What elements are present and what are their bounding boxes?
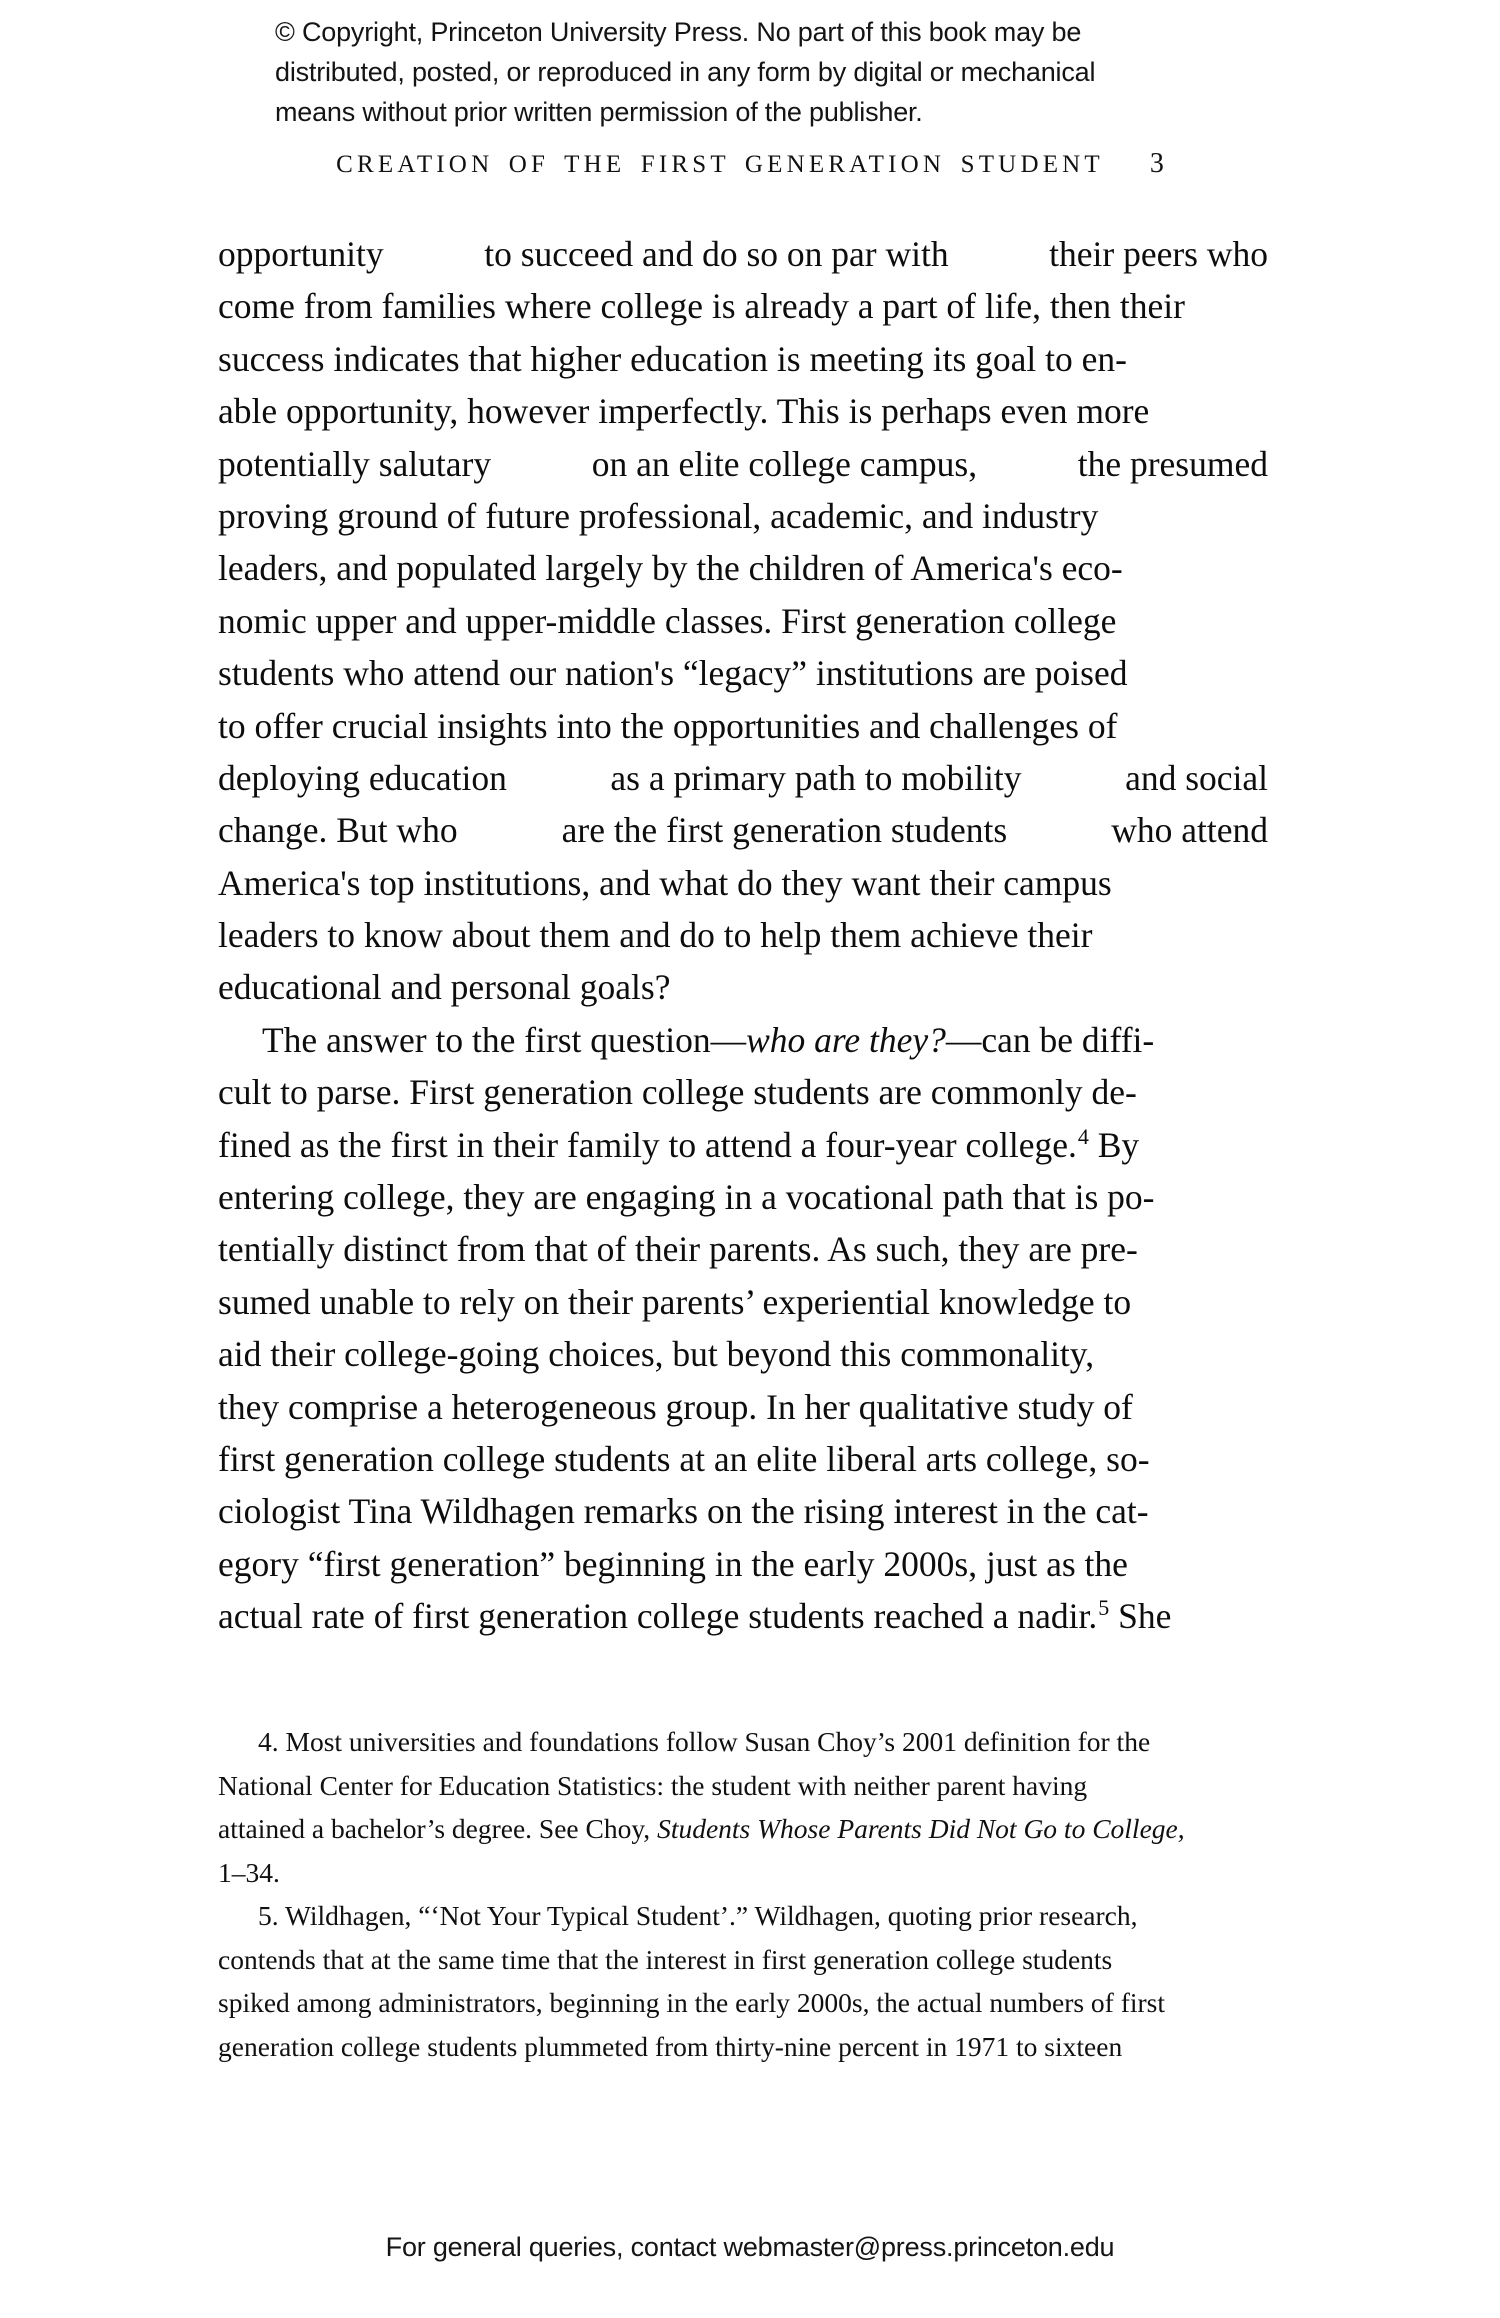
text-run-italic: who are they? xyxy=(746,1019,946,1060)
footnote-line: generation college students plummeted from thirty-nine percent in 1971 to sixteen xyxy=(218,2030,1123,2062)
text-line: come from families where college is already a part of life, then their xyxy=(218,286,1185,327)
footnote-reference-4[interactable]: 4 xyxy=(1077,1123,1089,1149)
text-line: ciologist Tina Wildhagen remarks on the rising interest in the cat- xyxy=(218,1491,1149,1532)
text-line: potentially salutary on an elite college campus, the presumed xyxy=(218,443,1268,484)
text-run: She xyxy=(1109,1596,1172,1637)
footnote-reference-5[interactable]: 5 xyxy=(1098,1595,1110,1621)
text-line xyxy=(218,1014,1268,1066)
paragraph-2 xyxy=(218,1014,1268,1643)
text-line: nomic upper and upper-middle classes. First generation college xyxy=(218,600,1117,641)
text-line: America's top institutions, and what do they want their campus xyxy=(218,862,1112,903)
footnote-line: contends that at the same time that the interest in first generation college students xyxy=(218,1943,1113,1975)
text-line: able opportunity, however imperfectly. This is perhaps even more xyxy=(218,391,1150,432)
running-head-title: CREATION OF THE FIRST GENERATION STUDENT xyxy=(336,151,1104,178)
footnotes-section xyxy=(218,1720,1268,2068)
text-run: —can be diffi- xyxy=(945,1019,1155,1060)
copyright-line-1: © Copyright, Princeton University Press. No part of this book may be xyxy=(275,17,1082,47)
text-line: to offer crucial insights into the opportunities and challenges of xyxy=(218,705,1118,746)
text-line: educational and personal goals? xyxy=(218,967,671,1008)
footnote-5 xyxy=(218,1894,1268,2068)
text-line: sumed unable to rely on their parents’ experiential knowledge to xyxy=(218,1281,1132,1322)
page-number: 3 xyxy=(1149,148,1164,179)
footnote-line: 4. Most universities and foundations follow Susan Choy’s 2001 definition for the xyxy=(258,1726,1151,1757)
text-line: they comprise a heterogeneous group. In her qualitative study of xyxy=(218,1386,1133,1427)
footer-query-line: For general queries, contact webmaster@press.princeton.edu xyxy=(385,2232,1115,2262)
text-line: cult to parse. First generation college students are commonly de- xyxy=(218,1072,1137,1113)
footnote-line: 5. Wildhagen, “‘Not Your Typical Student’.” Wildhagen, quoting prior research, xyxy=(258,1900,1138,1931)
text-line: deploying education as a primary path to mobility and social xyxy=(218,757,1268,798)
running-head xyxy=(0,148,1500,180)
text-line: tentially distinct from that of their parents. As such, they are pre- xyxy=(218,1229,1138,1270)
text-run: actual rate of first generation college students reached a nadir. xyxy=(218,1596,1098,1637)
footnote-line: 1–34. xyxy=(218,1856,280,1888)
footnote-line: spiked among administrators, beginning in the early 2000s, the actual numbers of first xyxy=(218,1987,1166,2018)
text-line: leaders, and populated largely by the children of America's eco- xyxy=(218,548,1123,589)
text-line xyxy=(218,1119,1268,1171)
text-line: first generation college students at an elite liberal arts college, so- xyxy=(218,1438,1150,1479)
text-line: opportunity to succeed and do so on par with their peers who xyxy=(218,234,1268,274)
copyright-line-2: distributed, posted, or reproduced in any form by digital or mechanical xyxy=(275,57,1096,87)
text-run: The answer to the first question— xyxy=(262,1019,747,1060)
text-line: students who attend our nation's “legacy” institutions are poised xyxy=(218,653,1128,694)
footnote-line xyxy=(218,1807,1268,1851)
text-line xyxy=(218,1590,1268,1642)
text-line: proving ground of future professional, academic, and industry xyxy=(218,495,1099,536)
text-line: success indicates that higher education is meeting its goal to en- xyxy=(218,338,1127,379)
footnote-4 xyxy=(218,1720,1268,1894)
text-run: fined as the first in their family to attend a four-year college. xyxy=(218,1124,1077,1165)
text-line: leaders to know about them and do to help them achieve their xyxy=(218,915,1093,956)
copyright-notice xyxy=(275,12,1215,132)
copyright-line-3: means without prior written permission of the publisher. xyxy=(275,97,923,127)
paragraph-1 xyxy=(218,228,1268,1014)
footnote-line: National Center for Education Statistics: the student with neither parent having xyxy=(218,1769,1088,1801)
text-line: aid their college-going choices, but beyond this commonality, xyxy=(218,1334,1095,1375)
text-line: change. But who are the first generation students who attend xyxy=(218,810,1268,851)
cited-work-title: Students Whose Parents Did Not Go to College, xyxy=(657,1813,1185,1844)
text-run: attained a bachelor’s degree. See Choy, xyxy=(218,1813,658,1844)
text-line: entering college, they are engaging in a vocational path that is po- xyxy=(218,1177,1155,1218)
text-run: By xyxy=(1088,1124,1140,1165)
text-line: egory “first generation” beginning in the early 2000s, just as the xyxy=(218,1543,1128,1584)
body-text xyxy=(218,228,1268,1643)
